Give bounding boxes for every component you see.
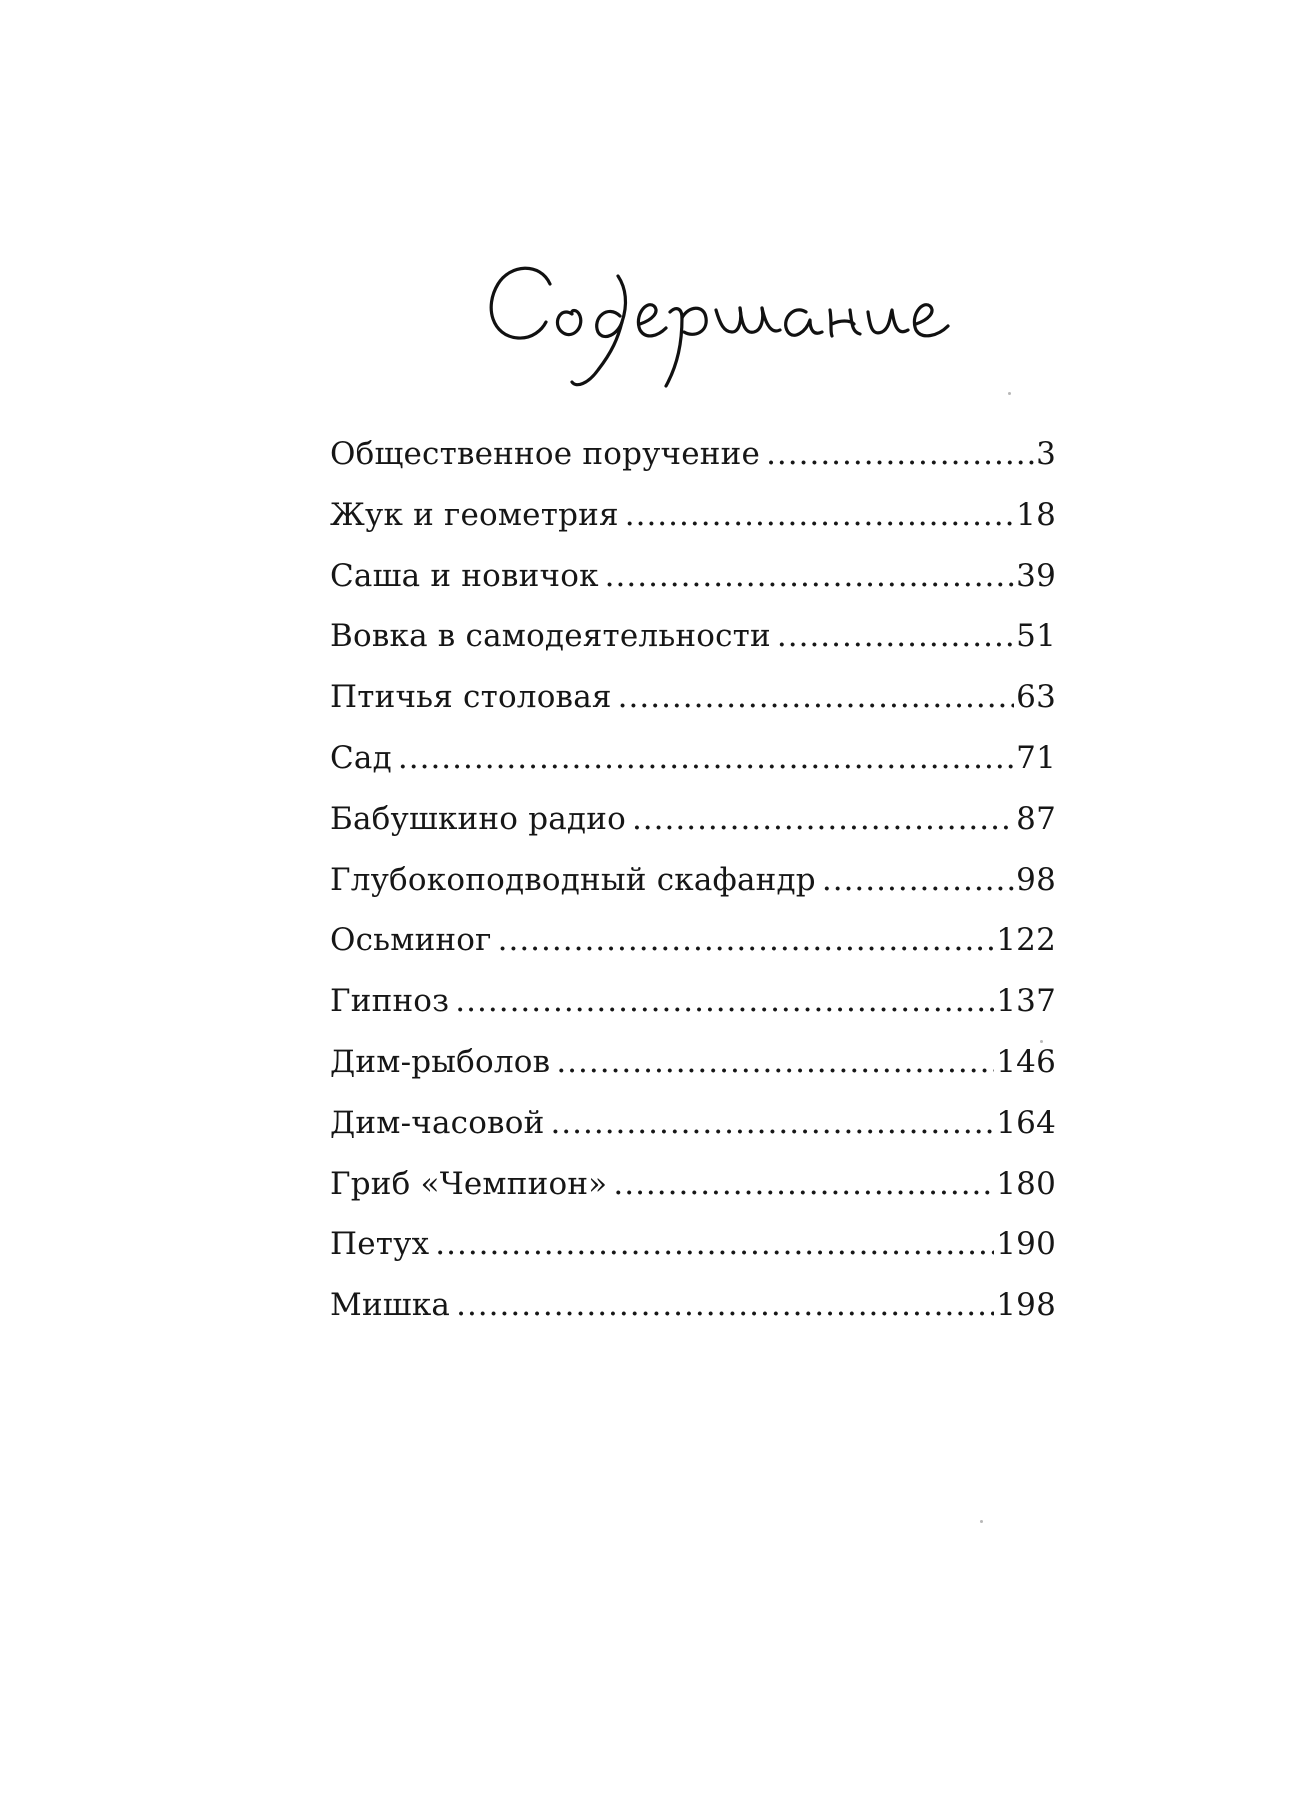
toc-entry-page: 146 <box>996 1043 1056 1080</box>
toc-entry-title: Жук и геометрия <box>330 496 619 533</box>
toc-entry-title: Бабушкино радио <box>330 800 626 837</box>
toc-entry-page: 18 <box>1016 496 1056 533</box>
toc-entry-title: Мишка <box>330 1287 451 1324</box>
toc-leader-dots <box>435 1214 994 1275</box>
toc-entry[interactable] <box>330 971 1056 1032</box>
toc-entry-title: Вовка в самодеятельности <box>330 618 771 655</box>
toc-entry-title: Глубокоподводный скафандр <box>330 861 816 898</box>
table-of-contents <box>330 424 1056 1336</box>
toc-leader-dots <box>777 606 1014 667</box>
toc-leader-dots <box>822 850 1014 911</box>
toc-entry-title: Гипноз <box>330 983 450 1020</box>
toc-entry[interactable] <box>330 910 1056 971</box>
toc-leader-dots <box>398 728 1014 789</box>
toc-entry-page: 190 <box>996 1226 1056 1263</box>
toc-entry-page: 39 <box>1016 557 1056 594</box>
paper-speck <box>1008 392 1011 395</box>
toc-entry[interactable] <box>330 728 1056 789</box>
toc-entry-title: Осьминог <box>330 922 492 959</box>
toc-entry-page: 180 <box>996 1165 1056 1202</box>
toc-entry[interactable] <box>330 1093 1056 1154</box>
toc-entry-title: Дим-рыболов <box>330 1043 551 1080</box>
toc-entry-page: 51 <box>1016 618 1056 655</box>
toc-entry[interactable] <box>330 1275 1056 1336</box>
toc-leader-dots <box>613 1154 994 1215</box>
toc-entry-page: 87 <box>1016 800 1056 837</box>
toc-leader-dots <box>456 1275 994 1336</box>
toc-entry-title: Гриб «Чемпион» <box>330 1165 608 1202</box>
toc-entry[interactable] <box>330 485 1056 546</box>
toc-entry[interactable] <box>330 1214 1056 1275</box>
toc-entry-title: Саша и новичок <box>330 557 599 594</box>
toc-leader-dots <box>625 485 1014 546</box>
toc-entry-page: 63 <box>1016 679 1056 716</box>
toc-leader-dots <box>556 1032 994 1093</box>
toc-entry[interactable] <box>330 546 1056 607</box>
toc-entry-title: Птичья столовая <box>330 679 612 716</box>
toc-entry-title: Общественное поручение <box>330 436 761 472</box>
toc-entry-title: Сад <box>330 739 392 776</box>
toc-entry-page: 71 <box>1016 739 1056 776</box>
toc-leader-dots <box>632 789 1014 850</box>
toc-entry-title: Дим-часовой <box>330 1104 545 1141</box>
toc-entry[interactable] <box>330 1154 1056 1215</box>
toc-leader-dots <box>605 546 1014 607</box>
toc-leader-dots <box>766 424 1034 485</box>
toc-entry[interactable] <box>330 1032 1056 1093</box>
toc-entry-page: 198 <box>996 1287 1056 1324</box>
paper-speck <box>980 1520 983 1523</box>
toc-leader-dots <box>550 1093 994 1154</box>
toc-entry-page: 3 <box>1036 436 1056 472</box>
toc-entry[interactable] <box>330 424 1056 485</box>
toc-entry-page: 122 <box>996 922 1056 959</box>
handwritten-heading-image <box>480 232 980 392</box>
toc-leader-dots <box>618 667 1014 728</box>
toc-entry[interactable] <box>330 667 1056 728</box>
paper-speck <box>1040 1040 1043 1043</box>
toc-entry[interactable] <box>330 789 1056 850</box>
toc-entry-page: 137 <box>996 983 1056 1020</box>
toc-leader-dots <box>498 910 995 971</box>
toc-leader-dots <box>455 971 994 1032</box>
toc-entry-title: Петух <box>330 1226 430 1263</box>
toc-entry[interactable] <box>330 606 1056 667</box>
page-heading-handwritten <box>480 232 980 392</box>
toc-entry-page: 164 <box>996 1104 1056 1141</box>
toc-entry[interactable] <box>330 850 1056 911</box>
toc-entry-page: 98 <box>1016 861 1056 898</box>
